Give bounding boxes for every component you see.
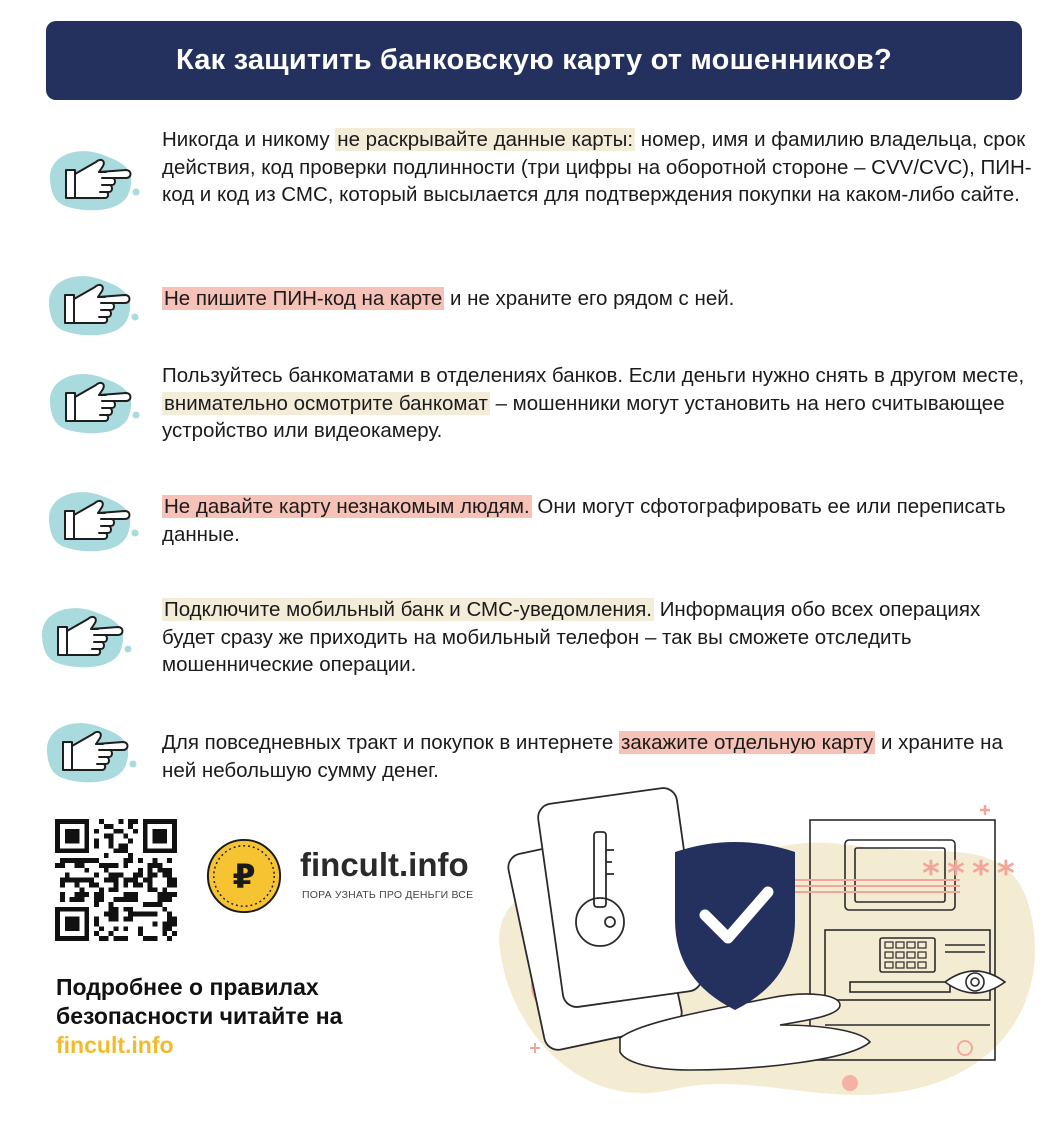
tip-highlight: внимательно осмотрите банкомат (164, 391, 488, 415)
tip-text (162, 285, 1032, 313)
pointing-hand-icon (48, 363, 148, 435)
tip-icon (47, 481, 147, 558)
tip-text-before: Для повседневных тракт и покупок в интернете (162, 731, 619, 754)
svg-text:*: * (972, 854, 990, 894)
tip-icon (45, 712, 145, 789)
tip-text-after: и не храните его рядом с ней. (444, 287, 735, 310)
svg-text:*: * (947, 854, 965, 894)
tip-highlight: не раскрывайте данные карты: (337, 128, 634, 151)
tip-text-before: Пользуйтесь банкоматами в отделениях банков. Если деньги нужно снять в другом месте, (162, 364, 1025, 387)
svg-text:*: * (997, 854, 1015, 894)
tip-text (162, 493, 1032, 548)
pointing-hand-icon (40, 597, 140, 669)
tip-text-after: Информация обо всех операциях будет сразу же приходить на мобильный телефон – так вы сможете отследить мошеннические операции. (162, 598, 981, 676)
svg-text:₽: ₽ (232, 856, 256, 896)
footer-line-2: безопасности читайте на (56, 1003, 343, 1029)
tip-highlight: Подключите мобильный банк и СМС-уведомления. (164, 598, 652, 621)
tip-text-after: – мошенники могут установить на него считывающее устройство или видеокамеру. (162, 391, 1005, 442)
brand-name: fincult.info (300, 846, 469, 883)
pointing-hand-icon (47, 265, 147, 337)
footer-note (56, 973, 476, 1060)
tip-text (162, 126, 1032, 209)
tip-text (162, 596, 1032, 679)
svg-text:*: * (922, 854, 940, 894)
tip-text-before: Никогда и никому (162, 128, 336, 151)
brand-tagline: ПОРА УЗНАТЬ ПРО ДЕНЬГИ ВСЕ (302, 889, 474, 901)
tip-text (162, 362, 1032, 445)
tip-text-after: и храните на ней небольшую сумму денег. (162, 731, 1003, 782)
tip-highlight: закажите отдельную карту (620, 731, 874, 754)
pointing-hand-icon (48, 140, 148, 212)
tip-icon (48, 140, 148, 217)
security-illustration (490, 770, 1060, 1115)
tip-highlight: Не давайте карту незнакомым людям. (164, 495, 530, 518)
page-title: Как защитить банковскую карту от мошенников? (176, 44, 892, 76)
tip-icon (40, 597, 140, 674)
tip-icon (47, 265, 147, 342)
ruble-coin-icon (205, 837, 283, 915)
tip-icon (48, 363, 148, 440)
footer-link[interactable]: fincult.info (56, 1032, 174, 1058)
tip-text-after: номер, имя и фамилию владельца, срок действия, код проверки подлинности (три цифры на оборотной стороне – CVV/CVC), ПИН-код и код из СМС, который высылается для подтверждения покупки на каком-либо сайте. (162, 128, 1032, 206)
footer-line-1: Подробнее о правилах (56, 974, 319, 1000)
pointing-hand-icon (47, 481, 147, 553)
tip-text-after: Они могут сфотографировать ее или переписать данные. (162, 495, 1006, 546)
page-header (46, 21, 1022, 100)
tip-highlight: Не пишите ПИН-код на карте (164, 287, 443, 310)
pointing-hand-icon (45, 712, 145, 784)
qr-code-icon[interactable] (55, 819, 177, 941)
